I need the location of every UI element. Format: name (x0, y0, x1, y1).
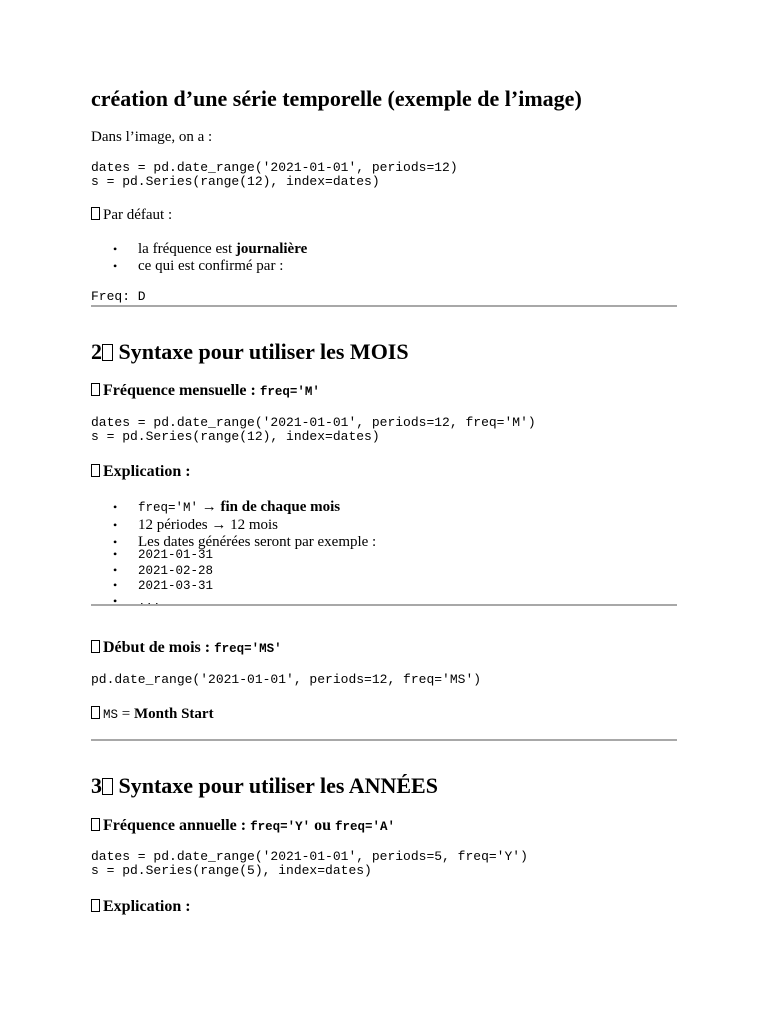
section2-code-line2: s = pd.Series(range(12), index=dates) (91, 429, 380, 444)
date-value: 2021-03-31 (138, 579, 214, 593)
ms-note (91, 705, 214, 724)
list-item (91, 258, 307, 275)
list-item (91, 563, 213, 579)
missing-glyph-icon (91, 383, 100, 396)
bullet-icon: • (113, 535, 118, 549)
list-item (91, 547, 213, 563)
list-item (91, 578, 213, 594)
annual-inline-code: freq='Y' (250, 820, 311, 834)
list-item (91, 241, 307, 258)
monthly-inline-code: freq='M' (259, 385, 320, 399)
section1-bullet-list (91, 241, 307, 275)
start-code-line: pd.date_range('2021-01-01', periods=12, freq='MS') (91, 672, 482, 687)
list-item (91, 499, 376, 517)
freq-output: Freq: D (91, 289, 146, 304)
ms-inline-code: MS (103, 708, 119, 722)
section3-title (91, 773, 438, 799)
ms-bold: Month Start (133, 706, 214, 722)
missing-glyph-icon (91, 706, 100, 719)
section3-number: 3 (91, 773, 102, 798)
section2-title-text: Syntaxe pour utiliser les MOIS (118, 339, 409, 364)
missing-glyph-icon (91, 640, 100, 653)
explication-heading-text: Explication : (103, 898, 191, 915)
bullet-text: ce qui est confirmé par : (138, 258, 284, 274)
bullet-icon: • (113, 547, 118, 561)
bullet-icon: • (113, 259, 118, 273)
divider (91, 739, 677, 741)
bullet-icon: • (113, 578, 118, 592)
monthly-heading-text: Fréquence mensuelle : (103, 382, 260, 399)
bullet-bold: journalière (235, 241, 308, 257)
list-item (91, 517, 376, 534)
section2-number: 2 (91, 339, 102, 364)
section3-code-line1: dates = pd.date_range('2021-01-01', periods=5, freq='Y') (91, 849, 528, 864)
section3-title-text: Syntaxe pour utiliser les ANNÉES (118, 773, 438, 798)
section2-code-line1: dates = pd.date_range('2021-01-01', periods=12, freq='M') (91, 415, 536, 430)
bullet-icon: • (113, 518, 118, 532)
annual-heading-text: Fréquence annuelle : (103, 817, 251, 834)
bullet-icon: • (113, 562, 118, 577)
bullet-bold: fin de chaque mois (220, 499, 341, 515)
explication-heading (91, 462, 191, 482)
bullet-text: 12 périodes (138, 517, 212, 533)
explication-heading-text: Explication : (103, 463, 191, 480)
annual-or: ou (310, 817, 336, 834)
bullet-text: 12 mois (226, 517, 279, 533)
start-inline-code: freq='MS' (214, 642, 282, 656)
bullet-icon: • (113, 593, 118, 608)
section2-title (91, 339, 409, 365)
explication-heading (91, 897, 191, 917)
missing-glyph-icon (91, 818, 100, 831)
inline-code: freq='M' (138, 501, 199, 515)
section1-code-line2: s = pd.Series(range(12), index=dates) (91, 174, 380, 189)
ms-equals: = (118, 706, 134, 722)
section1-title: création d’une série temporelle (exemple de l’image) (91, 86, 582, 111)
dates-list (91, 547, 213, 609)
bullet-text: la fréquence est (138, 241, 236, 257)
date-value: 2021-02-28 (138, 563, 214, 578)
explication-list (91, 499, 376, 551)
missing-glyph-icon (91, 899, 100, 912)
monthly-heading (91, 381, 320, 402)
start-heading (91, 638, 282, 659)
list-item (91, 594, 213, 610)
arrow-icon: → (211, 517, 227, 533)
bullet-icon: • (113, 242, 118, 256)
section1-intro: Dans l’image, on a : (91, 129, 213, 145)
date-value: 2021-01-31 (138, 548, 214, 562)
divider (91, 305, 677, 307)
section1-code-line1: dates = pd.date_range('2021-01-01', periods=12) (91, 160, 458, 175)
default-note (91, 206, 172, 224)
section3-code-line2: s = pd.Series(range(5), index=dates) (91, 863, 372, 878)
missing-glyph-icon (102, 344, 113, 361)
annual-inline-code: freq='A' (335, 820, 396, 834)
bullet-icon: • (113, 500, 118, 514)
missing-glyph-icon (91, 464, 100, 477)
start-heading-text: Début de mois : (103, 639, 215, 656)
arrow-icon: → (201, 499, 217, 515)
missing-glyph-icon (102, 778, 113, 795)
date-value: ... (138, 594, 161, 609)
annual-heading (91, 816, 395, 837)
missing-glyph-icon (91, 207, 100, 220)
bullet-text: Les dates générées seront par exemple : (138, 534, 377, 550)
divider (91, 604, 677, 606)
default-label: Par défaut : (103, 207, 173, 223)
